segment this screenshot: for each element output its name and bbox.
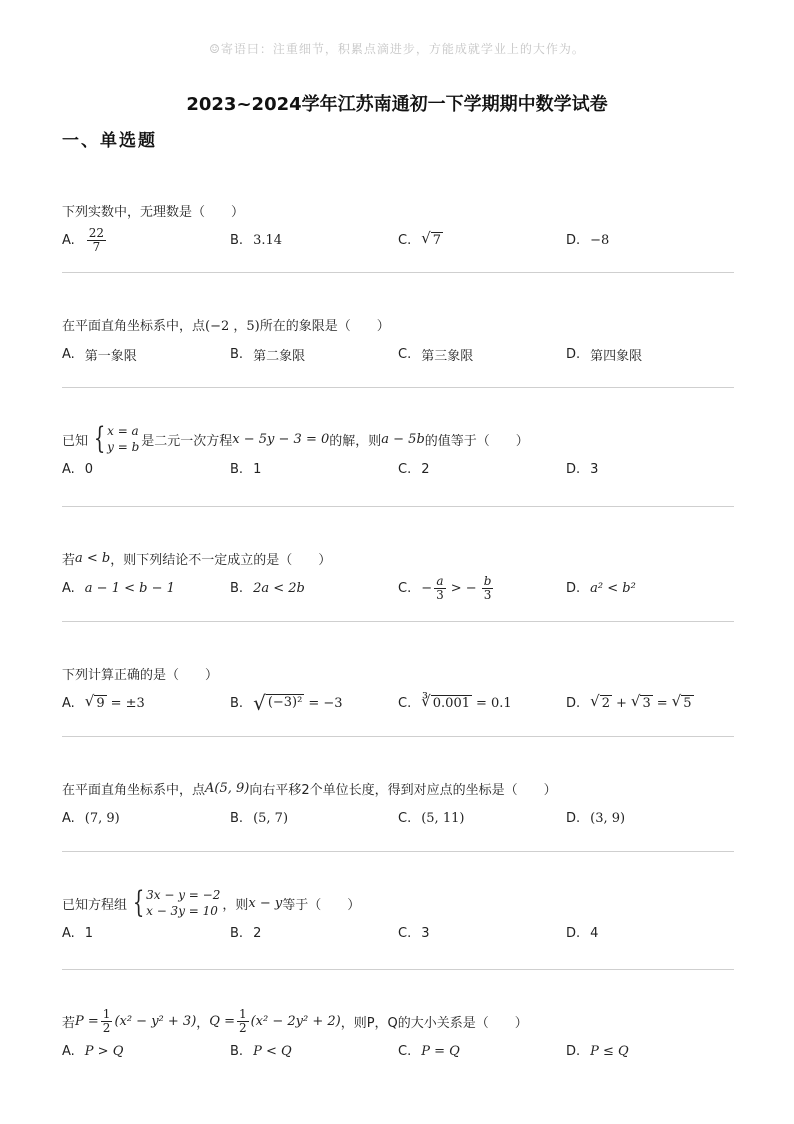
option-b[interactable]: B. 3.14 (230, 232, 283, 248)
option-d[interactable]: D. √ 2 + √ 3 = √ 5 (566, 692, 692, 712)
option-b[interactable]: B. P < Q (230, 1043, 292, 1059)
fraction: $\frac{1}{2}$ (238, 1006, 247, 1035)
options-row (62, 918, 734, 948)
question-stem: 已知 { x = a y = b 是二元一次方程 x − 5y − 3 = 0 的解，则 a − 5b 的值等于（ ） (62, 421, 529, 456)
option-d[interactable]: D. −8 (566, 232, 610, 248)
options-row (62, 803, 734, 833)
option-d[interactable]: D. P ≤ Q (566, 1043, 629, 1059)
option-a[interactable]: A. a − 1 < b − 1 (62, 580, 175, 596)
section-heading: 一、单选题 (62, 131, 157, 151)
option-b[interactable]: B. 2a < 2b (230, 580, 305, 596)
options-row (62, 225, 734, 255)
question-divider (62, 969, 734, 970)
fraction: $\frac{b}{3}$ (483, 573, 492, 602)
option-b[interactable]: B. (5, 7) (230, 810, 289, 826)
option-c[interactable]: C. 2 (398, 461, 430, 477)
option-d[interactable]: D. (3, 9) (566, 810, 626, 826)
options-row (62, 688, 734, 718)
options-row (62, 1036, 734, 1066)
question-7 (62, 885, 734, 948)
exam-title: 2023~2024学年江苏南通初一下学期期中数学试卷 (186, 94, 608, 115)
question-1 (62, 195, 734, 255)
question-stem: 在平面直角坐标系中，点 A(5, 9) 向右平移2个单位长度，得到对应点的坐标是（ ） (62, 780, 557, 798)
option-d[interactable]: D. 4 (566, 925, 599, 941)
option-b[interactable]: B. 2 (230, 925, 262, 941)
option-a[interactable]: A. 第一象限 (62, 346, 137, 364)
option-b[interactable]: B. 第二象限 (230, 346, 306, 364)
question-stem: 已知方程组 { 3x − y = −2 x − 3y = 10 ，则 x − y 等于（ ） (62, 885, 361, 920)
question-2 (62, 309, 734, 369)
fraction: $\frac{a}{3}$ (436, 573, 444, 602)
question-stem: 在平面直角坐标系中，点 (−2 ，5) 所在的象限是（ ） (62, 318, 390, 334)
square-root: √ 3 (630, 692, 651, 712)
square-root: √ 9 (84, 692, 105, 712)
option-b[interactable]: B. √ (−3)² = −3 (230, 691, 343, 715)
option-c[interactable]: C. √ 7 (398, 229, 442, 249)
option-c[interactable]: C. (5, 11) (398, 810, 465, 826)
question-6 (62, 773, 734, 833)
option-c[interactable]: C. − $\frac{a}{3}$ > − $\frac{b}{3}$ (398, 573, 492, 602)
question-stem: 若 P = $\frac{1}{2}$ (x² − y² + 3) ， Q = $\frac{1}{2}$ (x² − 2y² + 2) ，则P，Q的大小关系是（ ） (62, 1006, 528, 1035)
fraction: $\frac{22}{7}$ (88, 225, 105, 254)
question-divider (62, 387, 734, 388)
question-stem: 若 a < b ，则下列结论不一定成立的是（ ） (62, 550, 332, 568)
question-8 (62, 1006, 734, 1066)
question-divider (62, 621, 734, 622)
square-root: √ 7 (421, 229, 442, 249)
option-a[interactable]: A. (7, 9) (62, 810, 120, 826)
question-4 (62, 543, 734, 603)
option-c[interactable]: C. 第三象限 (398, 346, 474, 364)
option-a[interactable]: A. P > Q (62, 1043, 124, 1059)
option-a[interactable]: A. 0 (62, 461, 94, 477)
option-a[interactable]: A. $\frac{22}{7}$ (62, 225, 105, 254)
options-row (62, 573, 734, 603)
option-a[interactable]: A. √ 9 = ±3 (62, 692, 145, 712)
question-divider (62, 506, 734, 507)
equation-system: { 3x − y = −2 x − 3y = 10 (132, 885, 221, 920)
question-divider (62, 851, 734, 852)
equation-system: { x = a y = b (93, 421, 140, 456)
fraction: $\frac{1}{2}$ (102, 1006, 111, 1035)
square-root: √ 5 (671, 692, 692, 712)
options-row (62, 339, 734, 369)
option-d[interactable]: D. 3 (566, 461, 599, 477)
option-c[interactable]: C. P = Q (398, 1043, 460, 1059)
question-stem: 下列实数中，无理数是（ ） (62, 204, 245, 220)
question-divider (62, 736, 734, 737)
option-d[interactable]: D. a² < b² (566, 580, 636, 596)
option-c[interactable]: C. 3 (398, 925, 430, 941)
square-root: √ (−3)² (253, 691, 303, 715)
question-divider (62, 272, 734, 273)
option-d[interactable]: D. 第四象限 (566, 346, 643, 364)
options-row (62, 454, 734, 484)
motto-watermark: ☺寄语曰：注重细节，积累点滴进步，方能成就学业上的大作为。 (209, 42, 585, 56)
option-b[interactable]: B. 1 (230, 461, 262, 477)
square-root: √ 2 (590, 692, 610, 712)
cube-root: ∛ 0.001 (421, 692, 470, 712)
option-c[interactable]: C. ∛ 0.001 = 0.1 (398, 692, 512, 712)
question-5 (62, 658, 734, 718)
option-a[interactable]: A. 1 (62, 925, 94, 941)
question-stem: 下列计算正确的是（ ） (62, 667, 219, 683)
question-3 (62, 421, 734, 484)
